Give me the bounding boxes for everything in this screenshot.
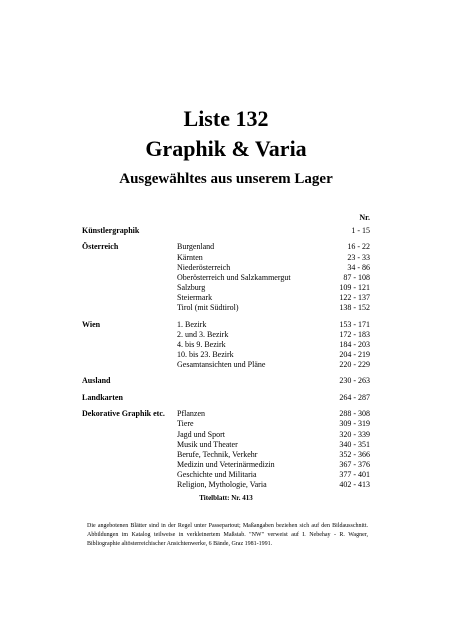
toc-number-range: 1 - 15 bbox=[351, 226, 370, 235]
toc-subsection: Berufe, Technik, Verkehr bbox=[177, 449, 258, 459]
toc-row bbox=[82, 242, 372, 252]
toc-number-range: 220 - 229 bbox=[339, 359, 370, 369]
toc-number-range: 204 - 219 bbox=[339, 349, 370, 359]
toc-row bbox=[82, 409, 372, 419]
toc-subsection: Religion, Mythologie, Varia bbox=[177, 480, 267, 490]
footnote: Die angebotenen Blätter sind in der Regel unter Passepartout; Maßangaben beziehen sich auf den Bildausschnitt. Abbildungen im Katalog teilweise in verkleinertem Maßstab. "NW" verweist auf I. Nebehay - R. Wagner, Bibliographie altösterreichischer Ansichtenwerke, 6 Bände, Graz 1981-1991. bbox=[87, 523, 368, 547]
toc-number-range: 352 - 366 bbox=[339, 449, 370, 459]
toc-subsection: 10. bis 23. Bezirk bbox=[177, 349, 234, 359]
toc-subsection: Geschichte und Militaria bbox=[177, 469, 257, 479]
toc-row bbox=[82, 440, 372, 450]
toc-number-range: 288 - 308 bbox=[339, 409, 370, 419]
toc-subsection: Burgenland bbox=[177, 242, 215, 252]
toc-number-range: 34 - 86 bbox=[347, 262, 370, 272]
toc-row bbox=[82, 303, 372, 313]
toc-subsection: Tirol (mit Südtirol) bbox=[177, 303, 239, 313]
toc-subsection: 1. Bezirk bbox=[177, 319, 207, 329]
toc-subsection: Medizin und Veterinärmedizin bbox=[177, 459, 275, 469]
toc-section-label: Wien bbox=[82, 319, 101, 329]
toc-row bbox=[82, 360, 372, 370]
toc-number-range: 402 - 413 bbox=[339, 480, 370, 490]
toc-number-range: 264 - 287 bbox=[339, 392, 370, 402]
toc-subsection: Jagd und Sport bbox=[177, 429, 225, 439]
toc-row bbox=[82, 226, 372, 236]
toc-number-range: 230 - 263 bbox=[339, 376, 370, 386]
toc-subsection: Oberösterreich und Salzkammergut bbox=[177, 272, 291, 282]
toc-row bbox=[82, 340, 372, 350]
toc-row bbox=[82, 320, 372, 330]
toc-row bbox=[82, 293, 372, 303]
toc-row bbox=[82, 393, 372, 403]
toc-number-range: 320 - 339 bbox=[339, 429, 370, 439]
toc-section-label: Ausland bbox=[82, 376, 111, 386]
toc-subsection: 4. bis 9. Bezirk bbox=[177, 339, 226, 349]
title-line-1: Liste 132 bbox=[183, 106, 269, 131]
toc-number-range: 309 - 319 bbox=[339, 419, 370, 429]
toc-number-range: 16 - 22 bbox=[347, 242, 370, 252]
toc-number-range: 377 - 401 bbox=[339, 469, 370, 479]
toc-number-range: 122 - 137 bbox=[339, 292, 370, 302]
toc-number-range: 23 - 33 bbox=[347, 252, 370, 262]
toc-row bbox=[82, 450, 372, 460]
toc-row bbox=[82, 273, 372, 283]
cover-image-credit: Titelblatt: Nr. 413 bbox=[199, 494, 253, 502]
toc-number-range: 87 - 108 bbox=[343, 272, 370, 282]
toc-subsection: 2. und 3. Bezirk bbox=[177, 329, 229, 339]
title-line-2: Graphik & Varia bbox=[145, 136, 307, 161]
toc-number-range: 172 - 183 bbox=[339, 329, 370, 339]
toc-row bbox=[82, 430, 372, 440]
toc-number-range: 138 - 152 bbox=[339, 303, 370, 313]
toc-subsection: Gesamtansichten und Pläne bbox=[177, 359, 266, 369]
toc-section-label: Österreich bbox=[82, 242, 119, 252]
toc-subsection: Salzburg bbox=[177, 282, 206, 292]
toc-subsection: Pflanzen bbox=[177, 409, 205, 419]
toc-number-range: 340 - 351 bbox=[339, 439, 370, 449]
toc-subsection: Tiere bbox=[177, 419, 194, 429]
subtitle: Ausgewähltes aus unserem Lager bbox=[119, 171, 333, 187]
toc-section-label: Dekorative Graphik etc. bbox=[82, 409, 165, 419]
number-column-header: Nr. bbox=[359, 213, 370, 222]
toc-number-range: 109 - 121 bbox=[339, 282, 370, 292]
toc-number-range: 153 - 171 bbox=[339, 319, 370, 329]
toc-row bbox=[82, 283, 372, 293]
toc-row bbox=[82, 480, 372, 490]
toc-subsection: Niederösterreich bbox=[177, 262, 231, 272]
toc-subsection: Steiermark bbox=[177, 292, 213, 302]
toc-row bbox=[82, 376, 372, 386]
toc-row bbox=[82, 263, 372, 273]
toc-subsection: Kärnten bbox=[177, 252, 203, 262]
toc-row bbox=[82, 330, 372, 340]
toc-number-range: 184 - 203 bbox=[339, 339, 370, 349]
toc-row bbox=[82, 460, 372, 470]
toc-row bbox=[82, 253, 372, 263]
toc-row bbox=[82, 470, 372, 480]
table-of-contents bbox=[82, 226, 372, 490]
toc-row bbox=[82, 419, 372, 429]
toc-row bbox=[82, 350, 372, 360]
toc-subsection: Musik und Theater bbox=[177, 439, 238, 449]
toc-section-label: Künstlergraphik bbox=[82, 226, 140, 235]
toc-section-label: Landkarten bbox=[82, 392, 123, 402]
toc-number-range: 367 - 376 bbox=[339, 459, 370, 469]
